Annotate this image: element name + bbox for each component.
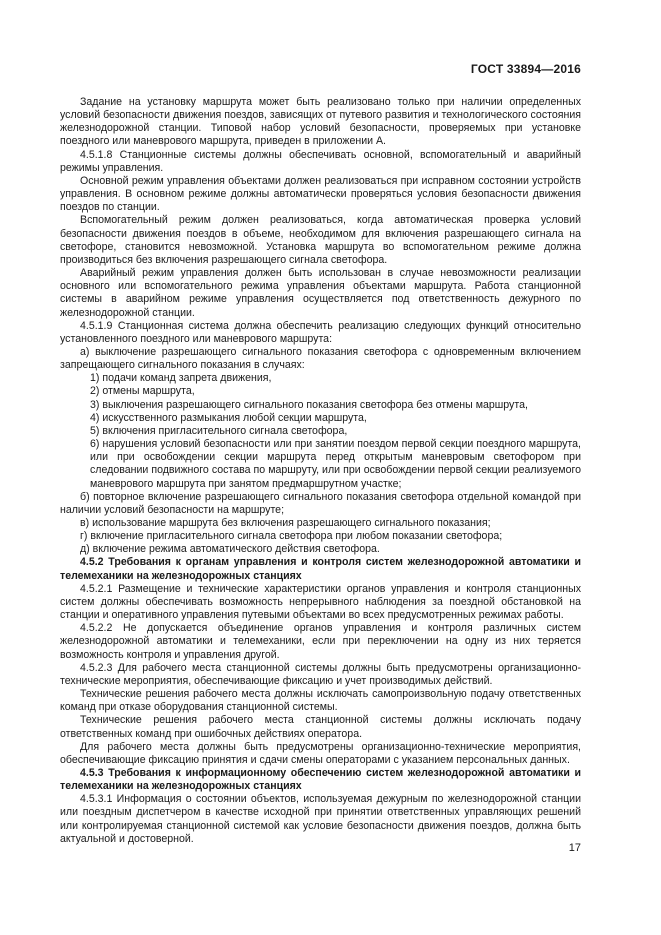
paragraph: б) повторное включение разрешающего сигнального показания светофора отдельной командой при наличии условий безопасности на маршруте; [60, 490, 581, 516]
paragraph: 4.5.2.2 Не допускается объединение органов управления и контроля различных систем железнодорожной автоматики и телемеханики, если при переключении на одну из них теряется возможность контроля и управления другой. [60, 622, 581, 661]
list-item: 1) подачи команд запрета движения, [90, 372, 272, 385]
section-heading: 4.5.3 Требования к информационному обеспечению систем железнодорожной автоматики и телемеханики на железнодорожных станциях [60, 766, 581, 793]
paragraph: 4.5.2.3 Для рабочего места станционной системы должны быть предусмотрены организационно-технические мероприятия, обеспечивающие фиксацию и учет производимых действий. [60, 661, 581, 687]
standard-id-header: ГОСТ 33894—2016 [470, 62, 581, 76]
paragraph: в) использование маршрута без включения разрешающего сигнального показания; [80, 517, 491, 529]
paragraph: Аварийный режим управления должен быть использован в случае невозможности реализации основного или вспомогательного режима управления объектами маршрута. Работа станционной системы в аварийном режиме управления осуществляется под ответственность дежурного по железнодорожной станции. [60, 267, 581, 319]
list-item: 2) отмены маршрута, [90, 385, 195, 398]
page-number: 17 [568, 842, 581, 854]
paragraph: д) включение режима автоматического действия светофора. [80, 543, 380, 556]
paragraph: Технические решения рабочего места должны исключать самопроизвольную подачу ответственных команд при отказе оборудования станционной системы. [60, 688, 581, 714]
paragraph: 4.5.1.8 Станционные системы должны обеспечивать основной, вспомогательный и аварийный режимы управления. [60, 148, 581, 174]
list-item: 3) выключения разрешающего сигнального показания светофора без отмены маршрута, [90, 398, 528, 411]
paragraph: Технические решения рабочего места станционной системы должны исключать подачу ответственных команд при ошибочных действиях оператора. [60, 714, 581, 740]
list-item: 6) нарушения условий безопасности или при занятии поездом первой секции поездного маршрута, или при освобождении секции маршрута перед открытым маневровым светофором при следовании подвижного состава по маршруту, или при освобождении первой секции реализуемого маневрового маршрута при занятом предмаршрутном участке; [90, 438, 581, 490]
section-heading: 4.5.2 Требования к органам управления и контроля систем железнодорожной автоматики и телемеханики на железнодорожных станциях [60, 556, 581, 582]
paragraph: а) выключение разрешающего сигнального показания светофора с одновременным включением запрещающего сигнального показания в случаях: [60, 345, 581, 372]
paragraph: Для рабочего места должны быть предусмотрены организационно-технические мероприятия, обеспечивающие фиксацию принятия и сдачи смены операторами с указанием персональных данных. [60, 740, 581, 766]
document-body [60, 96, 581, 846]
paragraph: Вспомогательный режим должен реализоваться, когда автоматическая проверка условий безопасности движения поездов в объеме, необходимом для включения разрешающего сигнала на светофоре, становится невозможной. Установка маршрута во вспомогательном режиме должна производиться без включения разрешающего сигнала светофора. [60, 214, 581, 266]
paragraph: 4.5.1.9 Станционная система должна обеспечить реализацию следующих функций относительно установленного поездного или маневрового маршрута: [60, 319, 581, 345]
paragraph: Основной режим управления объектами должен реализоваться при исправном состоянии устройств управления. В основном режиме должны автоматически проверяться условия безопасности движения поездов по станции. [60, 174, 581, 214]
paragraph: Задание на установку маршрута может быть реализовано только при наличии определенных условий безопасности движения поездов, зависящих от путевого развития и технологического состояния железнодорожной станции. Типовой набор условий безопасности, проверяемых при установке поездного или маневрового маршрута, приведен в приложении А. [60, 96, 581, 148]
paragraph: 4.5.3.1 Информация о состоянии объектов, используемая дежурным по железнодорожной станции или поездным диспетчером в качестве исходной при принятии ответственных управляющих решений или контролируемая станционной системой как условие безопасности движения поездов, должна быть актуальной и достоверной. [60, 793, 581, 845]
list-item: 5) включения пригласительного сигнала светофора, [90, 424, 348, 437]
paragraph: 4.5.2.1 Размещение и технические характеристики органов управления и контроля станционных систем должны обеспечивать возможность непрерывного наблюдения за поездной обстановкой на станции и оперативного управления путевыми объектами во всех предусмотренных режимах работы. [60, 582, 581, 622]
paragraph: г) включение пригласительного сигнала светофора при любом показании светофора; [80, 530, 503, 543]
list-item: 4) искусственного размыкания любой секции маршрута, [90, 411, 367, 424]
